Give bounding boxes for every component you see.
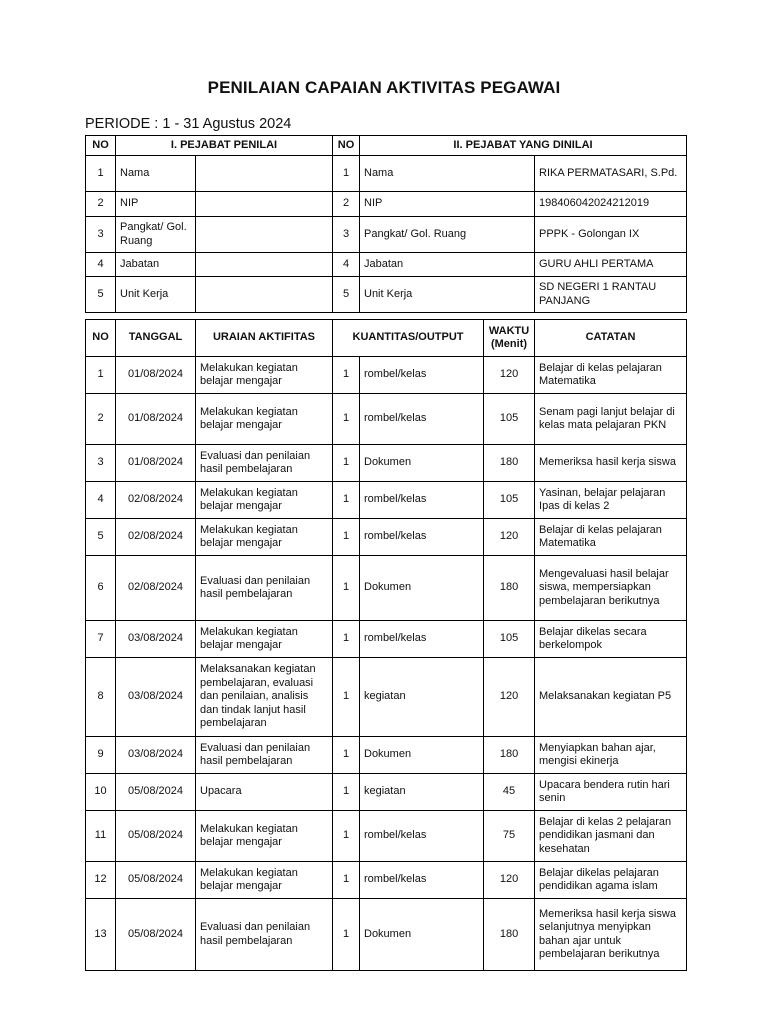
activity-description: Evaluasi dan penilaian hasil pembelajaran (196, 556, 333, 621)
row-number: 1 (333, 156, 360, 192)
row-number: 2 (86, 192, 116, 217)
notes-cell: Memeriksa hasil kerja siswa selanjutnya menyipkan bahan ajar untuk pembelajaran berikutnya (535, 899, 687, 971)
row-number: 4 (86, 253, 116, 277)
field-value (196, 277, 333, 313)
row-number: 1 (86, 357, 116, 394)
date-cell: 03/08/2024 (116, 658, 196, 737)
field-label: Pangkat/ Gol. Ruang (116, 217, 196, 253)
activity-description: Melakukan kegiatan belajar mengajar (196, 519, 333, 556)
field-label: Unit Kerja (116, 277, 196, 313)
row-number: 6 (86, 556, 116, 621)
output-unit: rombel/kelas (360, 862, 484, 899)
activity-table (85, 319, 687, 971)
duration-minutes: 180 (484, 899, 535, 971)
activity-description: Evaluasi dan penilaian hasil pembelajaran (196, 899, 333, 971)
activity-row (86, 811, 687, 862)
field-value: SD NEGERI 1 RANTAU PANJANG (535, 277, 687, 313)
date-cell: 05/08/2024 (116, 811, 196, 862)
activity-row (86, 862, 687, 899)
field-value: PPPK - Golongan IX (535, 217, 687, 253)
col-header-tanggal: TANGGAL (116, 320, 196, 357)
activity-header-row (86, 320, 687, 357)
field-value: RIKA PERMATASARI, S.Pd. (535, 156, 687, 192)
field-value: GURU AHLI PERTAMA (535, 253, 687, 277)
row-number: 1 (86, 156, 116, 192)
row-number: 10 (86, 774, 116, 811)
output-unit: Dokumen (360, 899, 484, 971)
quantity-cell: 1 (333, 357, 360, 394)
notes-cell: Belajar dikelas secara berkelompok (535, 621, 687, 658)
activity-row (86, 556, 687, 621)
duration-minutes: 105 (484, 621, 535, 658)
notes-cell: Belajar di kelas pelajaran Matematika (535, 357, 687, 394)
row-number: 11 (86, 811, 116, 862)
activity-description: Evaluasi dan penilaian hasil pembelajaran (196, 737, 333, 774)
col-header-pejabat-penilai: I. PEJABAT PENILAI (116, 136, 333, 156)
col-header-pejabat-dinilai: II. PEJABAT YANG DINILAI (360, 136, 687, 156)
activity-row (86, 621, 687, 658)
official-info-row (86, 253, 687, 277)
duration-minutes: 180 (484, 445, 535, 482)
quantity-cell: 1 (333, 899, 360, 971)
activity-description: Evaluasi dan penilaian hasil pembelajaran (196, 445, 333, 482)
date-cell: 01/08/2024 (116, 394, 196, 445)
row-number: 3 (86, 445, 116, 482)
official-info-table (85, 135, 687, 313)
activity-row (86, 737, 687, 774)
duration-minutes: 180 (484, 556, 535, 621)
row-number: 2 (333, 192, 360, 217)
official-info-row (86, 277, 687, 313)
col-header-no-2: NO (333, 136, 360, 156)
date-cell: 01/08/2024 (116, 445, 196, 482)
quantity-cell: 1 (333, 811, 360, 862)
duration-minutes: 120 (484, 519, 535, 556)
output-unit: Dokumen (360, 556, 484, 621)
quantity-cell: 1 (333, 862, 360, 899)
quantity-cell: 1 (333, 482, 360, 519)
col-header-waktu: WAKTU (Menit) (484, 320, 535, 357)
notes-cell: Memeriksa hasil kerja siswa (535, 445, 687, 482)
activity-row (86, 658, 687, 737)
notes-cell: Yasinan, belajar pelajaran Ipas di kelas 2 (535, 482, 687, 519)
field-value (196, 192, 333, 217)
period-label: PERIODE : 1 - 31 Agustus 2024 (85, 116, 292, 132)
duration-minutes: 120 (484, 357, 535, 394)
duration-minutes: 105 (484, 482, 535, 519)
output-unit: kegiatan (360, 774, 484, 811)
official-info-row (86, 192, 687, 217)
date-cell: 01/08/2024 (116, 357, 196, 394)
activity-row (86, 394, 687, 445)
date-cell: 05/08/2024 (116, 862, 196, 899)
date-cell: 02/08/2024 (116, 482, 196, 519)
field-value (196, 217, 333, 253)
output-unit: rombel/kelas (360, 811, 484, 862)
quantity-cell: 1 (333, 519, 360, 556)
notes-cell: Senam pagi lanjut belajar di kelas mata pelajaran PKN (535, 394, 687, 445)
duration-minutes: 180 (484, 737, 535, 774)
duration-minutes: 45 (484, 774, 535, 811)
field-value (196, 156, 333, 192)
row-number: 9 (86, 737, 116, 774)
activity-description: Melaksanakan kegiatan pembelajaran, evaluasi dan penilaian, analisis dan tindak lanjut hasil pembelajaran (196, 658, 333, 737)
date-cell: 03/08/2024 (116, 621, 196, 658)
quantity-cell: 1 (333, 621, 360, 658)
field-label: NIP (116, 192, 196, 217)
official-info-header-row (86, 136, 687, 156)
output-unit: rombel/kelas (360, 621, 484, 658)
notes-cell: Melaksanakan kegiatan P5 (535, 658, 687, 737)
field-label: Nama (360, 156, 535, 192)
field-label: Jabatan (360, 253, 535, 277)
row-number: 7 (86, 621, 116, 658)
field-label: Pangkat/ Gol. Ruang (360, 217, 535, 253)
notes-cell: Belajar dikelas pelajaran pendidikan agama islam (535, 862, 687, 899)
activity-row (86, 445, 687, 482)
row-number: 12 (86, 862, 116, 899)
row-number: 13 (86, 899, 116, 971)
output-unit: rombel/kelas (360, 482, 484, 519)
activity-description: Melakukan kegiatan belajar mengajar (196, 621, 333, 658)
notes-cell: Belajar di kelas 2 pelajaran pendidikan jasmani dan kesehatan (535, 811, 687, 862)
field-label: Unit Kerja (360, 277, 535, 313)
output-unit: Dokumen (360, 737, 484, 774)
col-header-catatan: CATATAN (535, 320, 687, 357)
quantity-cell: 1 (333, 394, 360, 445)
row-number: 8 (86, 658, 116, 737)
output-unit: rombel/kelas (360, 519, 484, 556)
field-value: 198406042024212019 (535, 192, 687, 217)
activity-row (86, 899, 687, 971)
date-cell: 02/08/2024 (116, 519, 196, 556)
activity-row (86, 774, 687, 811)
activity-description: Melakukan kegiatan belajar mengajar (196, 357, 333, 394)
output-unit: Dokumen (360, 445, 484, 482)
row-number: 3 (86, 217, 116, 253)
row-number: 4 (333, 253, 360, 277)
date-cell: 05/08/2024 (116, 899, 196, 971)
col-header-no: NO (86, 136, 116, 156)
output-unit: rombel/kelas (360, 357, 484, 394)
activity-description: Melakukan kegiatan belajar mengajar (196, 394, 333, 445)
official-info-row (86, 217, 687, 253)
row-number: 4 (86, 482, 116, 519)
notes-cell: Mengevaluasi hasil belajar siswa, mempersiapkan pembelajaran berikutnya (535, 556, 687, 621)
col-header-no: NO (86, 320, 116, 357)
quantity-cell: 1 (333, 658, 360, 737)
col-header-kuantitas: KUANTITAS/OUTPUT (333, 320, 484, 357)
quantity-cell: 1 (333, 556, 360, 621)
row-number: 5 (86, 277, 116, 313)
notes-cell: Menyiapkan bahan ajar, mengisi ekinerja (535, 737, 687, 774)
date-cell: 03/08/2024 (116, 737, 196, 774)
notes-cell: Upacara bendera rutin hari senin (535, 774, 687, 811)
official-info-row (86, 156, 687, 192)
activity-description: Melakukan kegiatan belajar mengajar (196, 862, 333, 899)
page-title: PENILAIAN CAPAIAN AKTIVITAS PEGAWAI (207, 78, 561, 97)
field-value (196, 253, 333, 277)
date-cell: 02/08/2024 (116, 556, 196, 621)
quantity-cell: 1 (333, 445, 360, 482)
activity-description: Upacara (196, 774, 333, 811)
duration-minutes: 120 (484, 862, 535, 899)
activity-description: Melakukan kegiatan belajar mengajar (196, 811, 333, 862)
activity-row (86, 519, 687, 556)
output-unit: kegiatan (360, 658, 484, 737)
activity-row (86, 482, 687, 519)
row-number: 3 (333, 217, 360, 253)
duration-minutes: 105 (484, 394, 535, 445)
row-number: 2 (86, 394, 116, 445)
col-header-uraian: URAIAN AKTIFITAS (196, 320, 333, 357)
duration-minutes: 75 (484, 811, 535, 862)
activity-description: Melakukan kegiatan belajar mengajar (196, 482, 333, 519)
row-number: 5 (333, 277, 360, 313)
quantity-cell: 1 (333, 737, 360, 774)
quantity-cell: 1 (333, 774, 360, 811)
field-label: Nama (116, 156, 196, 192)
notes-cell: Belajar di kelas pelajaran Matematika (535, 519, 687, 556)
output-unit: rombel/kelas (360, 394, 484, 445)
field-label: NIP (360, 192, 535, 217)
activity-row (86, 357, 687, 394)
field-label: Jabatan (116, 253, 196, 277)
date-cell: 05/08/2024 (116, 774, 196, 811)
duration-minutes: 120 (484, 658, 535, 737)
row-number: 5 (86, 519, 116, 556)
